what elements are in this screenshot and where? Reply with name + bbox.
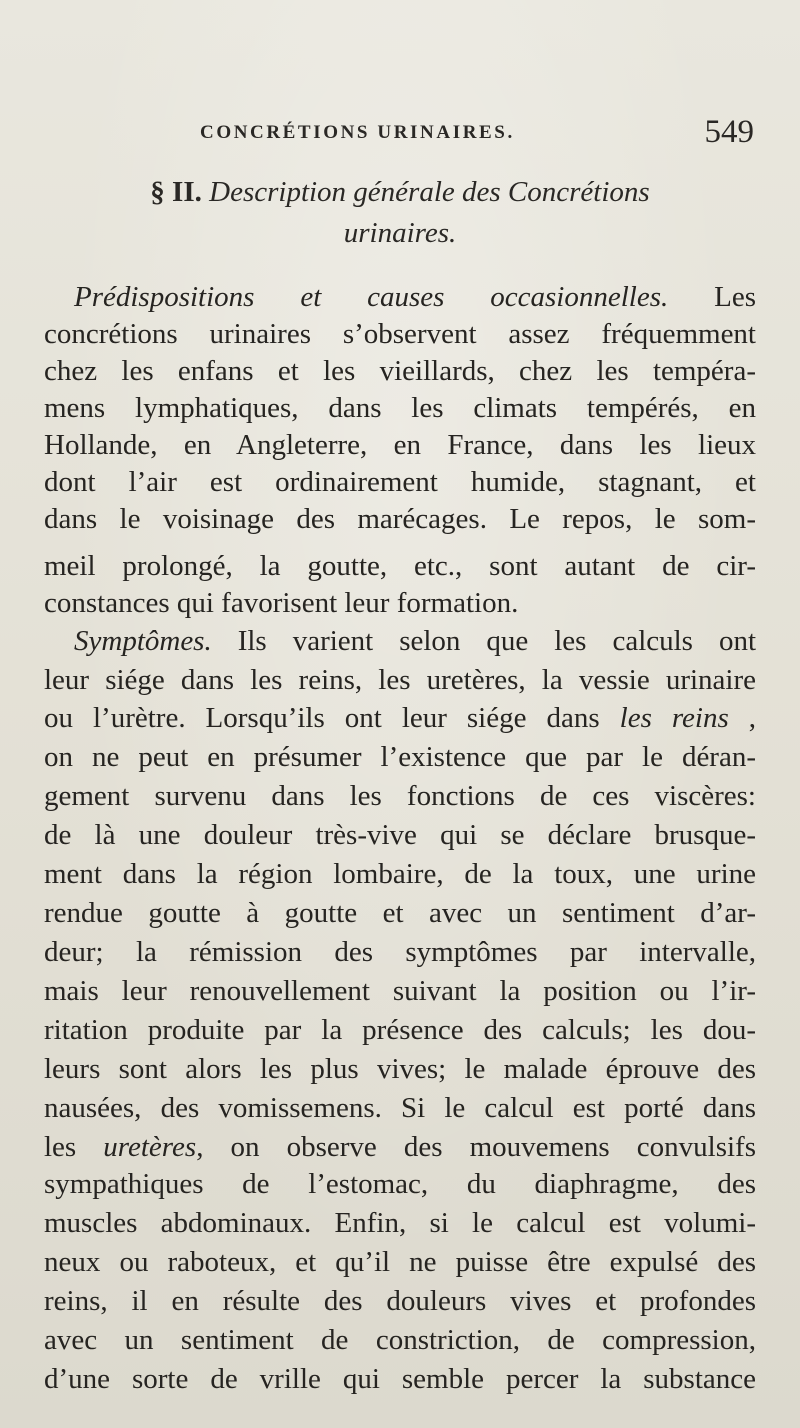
text-fragment: , on observe des mouvemens convulsifs — [196, 1131, 757, 1163]
text-line: chez les enfans et les vieillards, chez les tempéra- — [44, 355, 756, 387]
text-line: muscles abdominaux. Enfin, si le calcul est volumi- — [44, 1207, 756, 1239]
text-line: meil prolongé, la goutte, etc., sont autant de cir- — [44, 550, 756, 582]
paragraph-lead-predispositions: Prédispositions et causes occasionnelles. — [74, 281, 669, 313]
text-fragment: les — [44, 1131, 77, 1163]
text-line — [74, 623, 756, 659]
text-line: d’une sorte de vrille qui semble percer la substance — [44, 1363, 756, 1395]
paragraph-lead-symptomes: Symptômes. — [74, 625, 212, 657]
text-line: reins, il en résulte des douleurs vives et profondes — [44, 1285, 756, 1317]
text-line: leur siége dans les reins, les uretères, la vessie urinaire — [44, 664, 756, 696]
page-header — [200, 114, 760, 154]
text-line: Hollande, en Angleterre, en France, dans les lieux — [44, 429, 756, 461]
section-heading-line-1 — [40, 172, 760, 213]
text-line: dans le voisinage des marécages. Le repos, le som- — [44, 503, 756, 535]
text-line: rendue goutte à goutte et avec un sentiment d’ar- — [44, 897, 756, 929]
text-line: dont l’air est ordinairement humide, stagnant, et — [44, 466, 756, 498]
text-line — [44, 700, 756, 736]
text-fragment: Ils varient selon que les calculs ont — [237, 625, 756, 657]
text-line: concrétions urinaires s’observent assez fréquemment — [44, 318, 756, 350]
text-line: leurs sont alors les plus vives; le malade éprouve des — [44, 1053, 756, 1085]
page-number: 549 — [704, 114, 754, 150]
text-line — [74, 279, 756, 315]
text-fragment: , — [748, 702, 757, 734]
text-line: avec un sentiment de constriction, de compression, — [44, 1324, 756, 1356]
text-line: ment dans la région lombaire, de la toux, une urine — [44, 858, 756, 890]
text-line: constances qui favorisent leur formation. — [44, 587, 519, 619]
text-line: nausées, des vomissemens. Si le calcul est porté dans — [44, 1092, 756, 1124]
text-line: deur; la rémission des symptômes par intervalle, — [44, 936, 756, 968]
text-line: de là une douleur très-vive qui se déclare brusque- — [44, 819, 756, 851]
text-line: mais leur renouvellement suivant la position ou l’ir- — [44, 975, 756, 1007]
text-line: neux ou raboteux, et qu’il ne puisse être expulsé des — [44, 1246, 756, 1278]
text-line: ritation produite par la présence des calculs; les dou- — [44, 1014, 756, 1046]
italic-term: les reins — [619, 702, 729, 734]
text-line: on ne peut en présumer l’existence que par le déran- — [44, 741, 756, 773]
text-fragment: ou l’urètre. Lorsqu’ils ont leur siége dans — [44, 702, 600, 734]
text-line: mens lymphatiques, dans les climats tempérés, en — [44, 392, 756, 424]
section-title-part-1: Description générale des Concrétions — [209, 176, 650, 208]
italic-term: uretères — [103, 1131, 197, 1163]
running-title: CONCRÉTIONS URINAIRES. — [200, 122, 515, 143]
section-number: § II. — [150, 176, 202, 208]
text-line: gement survenu dans les fonctions de ces viscères: — [44, 780, 756, 812]
section-heading — [40, 172, 760, 254]
text-line: sympathiques de l’estomac, du diaphragme, des — [44, 1168, 756, 1200]
text-fragment: Les — [714, 281, 756, 313]
section-title-part-2: urinaires. — [343, 217, 457, 249]
text-line — [44, 1129, 756, 1165]
